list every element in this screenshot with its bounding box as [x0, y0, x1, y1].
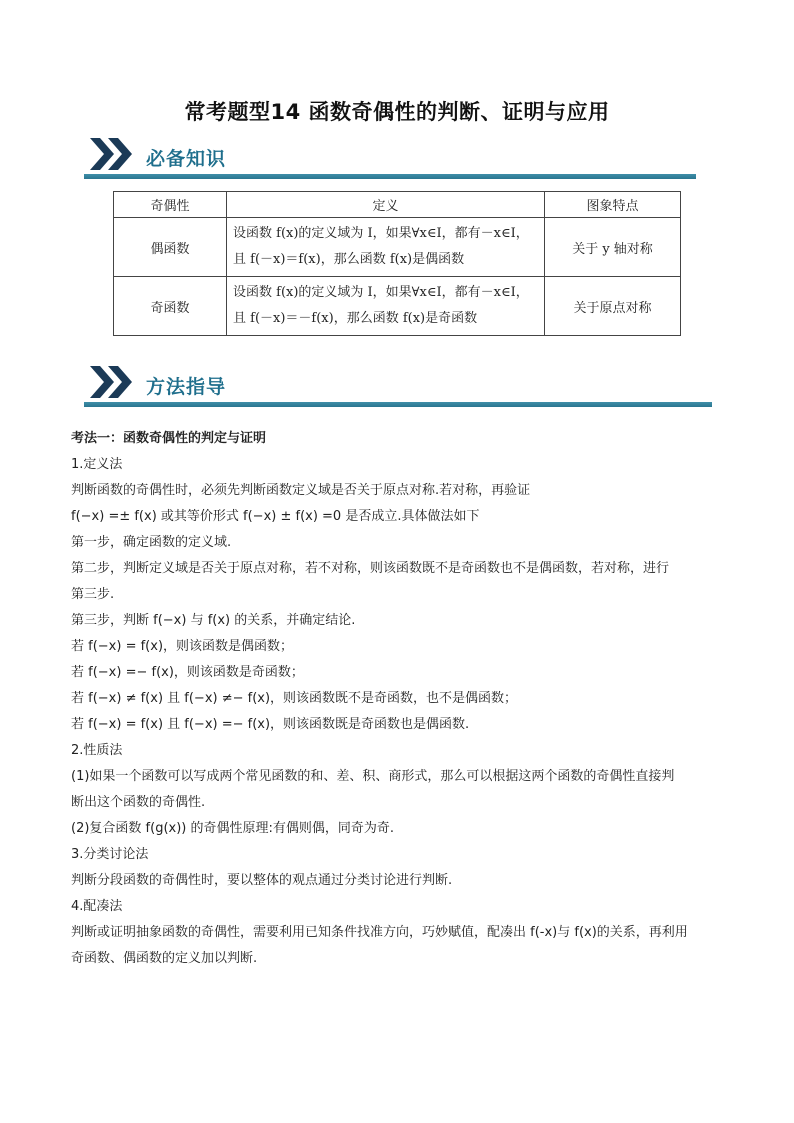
- table-cell-definition: [227, 277, 545, 336]
- subsection-title: 1.定义法: [71, 457, 123, 472]
- table-cell-name: 偶函数: [114, 218, 227, 277]
- paragraph: (1)如果一个函数可以写成两个常见函数的和、差、积、商形式，那么可以根据这两个函数的奇偶性直接判: [71, 769, 675, 784]
- paragraph: 若 f(−x) = f(x) 且 f(−x) =− f(x)，则该函数既是奇函数也是偶函数.: [71, 717, 470, 732]
- section-title-method: 方法指导: [146, 376, 227, 398]
- paragraph: 判断函数的奇偶性时，必须先判断函数定义域是否关于原点对称.若对称，再验证: [71, 483, 531, 498]
- table-header-cell: 定义: [227, 192, 545, 218]
- paragraph: 第三步.: [71, 587, 115, 602]
- parity-table: [113, 191, 681, 336]
- section-banner-method: [84, 364, 712, 410]
- method-content: [71, 426, 727, 972]
- paragraph: (2)复合函数 f(g(x)) 的奇偶性原理:有偶则偶，同奇为奇.: [71, 821, 395, 836]
- paragraph: 断出这个函数的奇偶性.: [71, 795, 206, 810]
- table-cell-name: 奇函数: [114, 277, 227, 336]
- paragraph: 判断分段函数的奇偶性时，要以整体的观点通过分类讨论进行判断.: [71, 873, 453, 888]
- paragraph: 若 f(−x) ≠ f(x) 且 f(−x) ≠− f(x)，则该函数既不是奇函数，也不是偶函数；: [71, 691, 518, 706]
- table-header-row: [114, 192, 681, 218]
- paragraph: f(−x) =± f(x) 或其等价形式 f(−x) ± f(x) =0 是否成立.具体做法如下: [71, 509, 480, 524]
- table-header-cell: 奇偶性: [114, 192, 227, 218]
- paragraph: 第一步，确定函数的定义域.: [71, 535, 232, 550]
- page-title: 常考题型14 函数奇偶性的判断、证明与应用: [184, 100, 610, 124]
- double-chevron-icon: [88, 364, 138, 400]
- section-title-knowledge: 必备知识: [146, 148, 227, 170]
- paragraph: 若 f(−x) = f(x)，则该函数是偶函数；: [71, 639, 294, 654]
- section-divider: [84, 402, 712, 407]
- paragraph: 第三步，判断 f(−x) 与 f(x) 的关系，并确定结论.: [71, 613, 356, 628]
- section-divider: [84, 174, 696, 179]
- table-row: [114, 218, 681, 277]
- subsection-title: 4.配凑法: [71, 899, 123, 914]
- table-cell-feature: 关于原点对称: [545, 277, 681, 336]
- definition-line: 且 f(－x)＝－f(x)，那么函数 f(x)是奇函数: [233, 311, 478, 326]
- definition-line: 设函数 f(x)的定义域为 I，如果∀x∈I，都有－x∈I，: [233, 285, 529, 300]
- section-banner-knowledge: [84, 136, 696, 182]
- paragraph: 奇函数、偶函数的定义加以判断.: [71, 951, 258, 966]
- double-chevron-icon: [88, 136, 138, 172]
- table-cell-definition: [227, 218, 545, 277]
- subsection-title: 3.分类讨论法: [71, 847, 149, 862]
- definition-line: 设函数 f(x)的定义域为 I，如果∀x∈I，都有－x∈I，: [233, 226, 529, 241]
- definition-line: 且 f(－x)＝f(x)，那么函数 f(x)是偶函数: [233, 252, 465, 267]
- method-heading: 考法一：函数奇偶性的判定与证明: [71, 431, 267, 446]
- paragraph: 第二步，判断定义域是否关于原点对称，若不对称，则该函数既不是奇函数也不是偶函数，若对称，进行: [71, 561, 670, 576]
- table-row: [114, 277, 681, 336]
- table-header-cell: 图象特点: [545, 192, 681, 218]
- subsection-title: 2.性质法: [71, 743, 123, 758]
- table-cell-feature: 关于 y 轴对称: [545, 218, 681, 277]
- paragraph: 若 f(−x) =− f(x)，则该函数是奇函数；: [71, 665, 304, 680]
- paragraph: 判断或证明抽象函数的奇偶性，需要利用已知条件找准方向，巧妙赋值，配凑出 f(-x)与 f(x)的关系，再利用: [71, 925, 688, 940]
